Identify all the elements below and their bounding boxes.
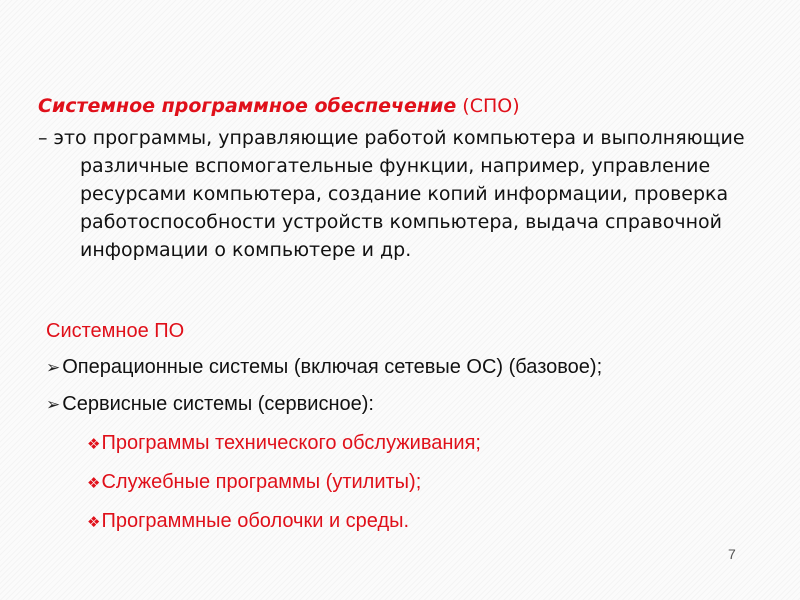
definition-block	[38, 92, 778, 264]
diamond-bullet-icon: ❖	[87, 435, 101, 453]
sub-item-label: Служебные программы (утилиты);	[101, 471, 422, 493]
sub-item-maintenance-programs	[46, 428, 786, 459]
definition-heading	[38, 92, 778, 120]
definition-abbr: (СПО)	[462, 95, 520, 117]
sub-item-utilities	[46, 467, 786, 498]
arrow-bullet-icon: ➢	[46, 358, 61, 378]
list-item-label: Сервисные системы (сервисное):	[62, 393, 374, 415]
list-item-operating-systems	[46, 352, 786, 383]
section-title: Системное ПО	[46, 320, 185, 342]
sub-item-label: Программы технического обслуживания;	[101, 432, 481, 454]
arrow-bullet-icon: ➢	[46, 395, 61, 415]
page-number: 7	[728, 546, 736, 562]
sub-item-label: Программные оболочки и среды.	[101, 510, 410, 532]
system-software-list	[46, 316, 786, 537]
list-item-service-systems	[46, 389, 786, 420]
definition-text: – это программы, управляющие работой компьютера и выполняющие различные вспомогательные функции, например, управление ресурсами компьютера, создание копий информации, проверка работоспособности устройств компьютера, выдача справочной информации о компьютере и др.	[38, 127, 745, 261]
diamond-bullet-icon: ❖	[87, 513, 101, 531]
definition-term: Системное программное обеспечение	[38, 95, 457, 117]
sub-item-shells-environments	[46, 506, 786, 537]
list-item-label: Операционные системы (включая сетевые ОС) (базовое);	[62, 356, 603, 378]
diamond-bullet-icon: ❖	[87, 474, 101, 492]
